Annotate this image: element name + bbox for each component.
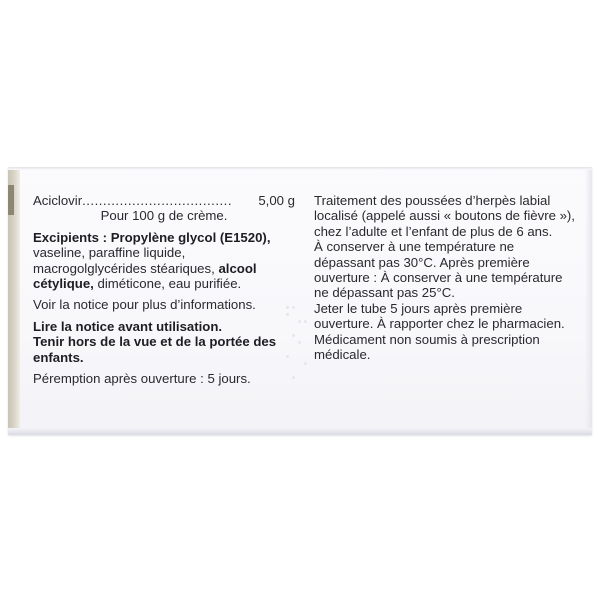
storage-text: À conserver à une température ne dépassant pas 30°C. Après première ouverture : À conserver à une température ne dépassant pas 25°C. [314, 239, 563, 301]
box-bottom-edge [8, 428, 592, 435]
excipient-alcool-cetylique: alcool cétylique, [33, 260, 257, 292]
active-ingredient-amount: 5,00 g [258, 193, 295, 208]
excipients-list-1: vaseline, paraffine liquide, macrogolglycérides stéariques, [33, 245, 219, 276]
indication-column [314, 193, 576, 362]
box-flap-shadow [8, 185, 14, 215]
active-ingredient-line [33, 193, 295, 208]
box-right-shade [585, 170, 592, 428]
prescription-text: Médicament non soumis à prescription médicale. [314, 331, 540, 363]
disposal-text: Jeter le tube 5 jours après première ouverture. À rapporter chez le pharmacien. [314, 300, 565, 332]
warning-read-notice: Lire la notice avant utilisation. [33, 318, 223, 334]
excipients-text [33, 230, 295, 292]
notice-info-text: Voir la notice pour plus d’informations. [33, 297, 256, 313]
active-ingredient-dots: .................................... [82, 193, 232, 208]
excipient-propylene-glycol: Propylène glycol (E1520), [110, 229, 271, 245]
excipients-label: Excipients : [33, 229, 108, 245]
indication-text: Traitement des poussées d’herpès labial localisé (appelé aussi « boutons de fièvre »), chez l’adulte et l’enfant de plus de 6 ans. [314, 193, 575, 239]
box-top-edge [8, 167, 592, 170]
composition-column [33, 193, 295, 386]
active-ingredient-name: Aciclovir [33, 193, 83, 208]
warning-keep-away: Tenir hors de la vue et de la portée des enfants. [33, 334, 277, 365]
per-amount-text: Pour 100 g de crème. [100, 208, 228, 224]
expiry-text: Péremption après ouverture : 5 jours. [33, 371, 251, 387]
excipients-list-2: diméticone, eau purifiée. [93, 276, 242, 292]
